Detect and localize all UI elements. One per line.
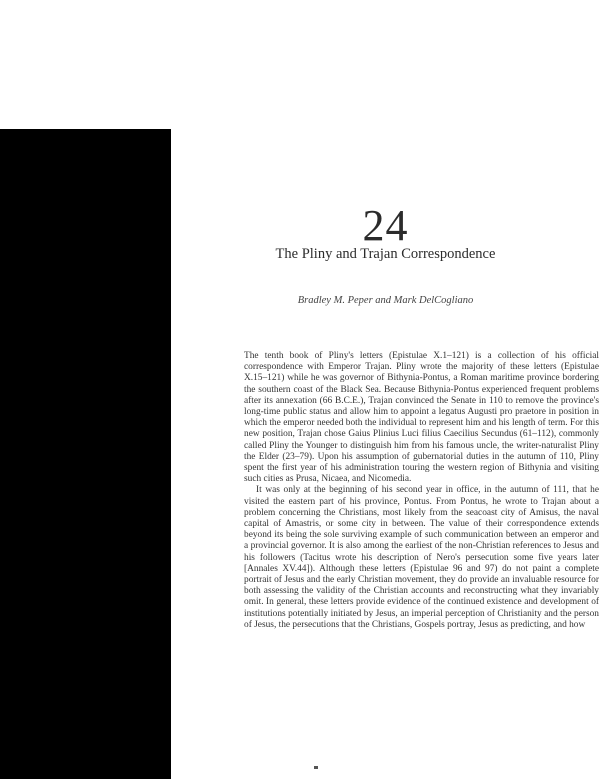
chapter-number: 24 xyxy=(362,201,409,250)
chapter-body xyxy=(244,351,599,631)
page-mark xyxy=(314,766,318,769)
chapter-title: The Pliny and Trajan Correspondence xyxy=(275,246,496,262)
paragraph: It was only at the beginning of his second year in office, in the autumn of 111, that he visited the eastern part of his province, Pontus. From Pontus, he wrote to Trajan about a problem concerning the Christians, most likely from the seacoast city of Amisus, the naval capital of Amastris, or some city in between. The value of their correspondence extends beyond its being the sole surviving example of such communication between an emperor and a provincial governor. It is also among the earliest of the non-Christian references to Jesus and his followers (Tacitus wrote his description of Nero's persecution some five years later [Annales XV.44]). Although these letters (Epistulae 96 and 97) do not paint a complete portrait of Jesus and the early Christian movement, they do provide an invaluable resource for both assessing the validity of the Christian accounts and reconstructing what they invariably omit. In general, these letters provide evidence of the continued existence and development of institutions potentially initiated by Jesus, an imperial perception of Christianity and the person of Jesus, the persecutions that the Christians, Gospels portray, Jesus as predicting, and how xyxy=(244,485,599,630)
book-page xyxy=(171,129,600,779)
paragraph: The tenth book of Pliny's letters (Epistulae X.1–121) is a collection of his official correspondence with Emperor Trajan. Pliny wrote the majority of these letters (Epistulae X.15–121) while he was governor of Bithynia-Pontus, a Roman maritime province bordering the southern coast of the Black Sea. Because Bithynia-Pontus experienced frequent problems after its annexation (66 B.C.E.), Trajan convinced the Senate in 110 to remove the province's long-time public status and allow him to appoint a legatus Augusti pro praetore in position in which the emperor needed both the individual to represent him and his length of term. For this new position, Trajan chose Gaius Plinius Luci filius Caecilius Secundus (61–112), commonly called Pliny the Younger to distinguish him from his famous uncle, the writer-naturalist Pliny the Elder (23–79). Upon his assumption of gubernatorial duties in the autumn of 110, Pliny spent the first year of his administration touring the western region of Bithynia and visiting such cities as Prusa, Nicaea, and Nicomedia. xyxy=(244,351,599,485)
scan-background xyxy=(0,0,171,129)
chapter-authors: Bradley M. Peper and Mark DelCogliano xyxy=(297,295,474,306)
